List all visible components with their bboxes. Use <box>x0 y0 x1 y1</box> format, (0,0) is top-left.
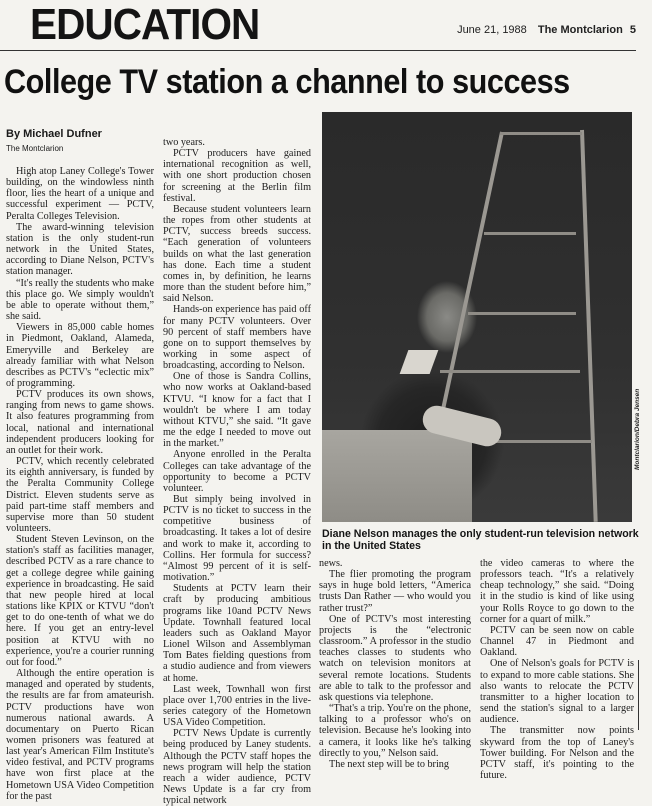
article-paragraph: Last week, Townhall won first place over 1,700 entries in the live-series category of the Hometown USA Video Competition. <box>163 683 311 729</box>
article-column-4 <box>480 558 634 781</box>
masthead <box>0 0 652 52</box>
article-paragraph: Students at PCTV learn their craft by producing ambitious programs like 10and PCTV News Update. Townhall featured local leaders such as Oakland Mayor Lionel Wilson and Assemblyman Tom Bates fielding questions from a studio audience and from viewers at home. <box>163 583 311 684</box>
desk <box>322 430 472 522</box>
paper-name: The Montclarion <box>537 24 623 36</box>
issue-info <box>457 24 636 36</box>
ladder-rung <box>500 132 582 135</box>
ladder-rung <box>440 370 580 373</box>
article-paragraph: PCTV can be seen now on cable Channel 47 in Piedmont and Oakland. <box>480 624 634 659</box>
article-column-2 <box>163 137 311 806</box>
masthead-rule <box>0 50 636 51</box>
article-paragraph: PCTV produces its own shows, ranging from news to game shows. It also features programming from local, national and international independent producers looking for an outlet for their work. <box>6 389 154 456</box>
article-column-3 <box>319 558 471 770</box>
article-paragraph: High atop Laney College's Tower building, on the windowless ninth floor, lies the heart of a unique and successful experiment — PCTV, Peralta Colleges Television. <box>6 166 154 222</box>
article-paragraph: news. <box>319 558 343 569</box>
photo-caption: Diane Nelson manages the only student-run television network in the United States <box>322 528 639 552</box>
ladder-rung <box>468 312 576 315</box>
ladder-rung <box>484 232 576 235</box>
article-paragraph: The flier promoting the program says in huge bold letters, “America trusts Dan Rather — who would you rather trust?” <box>319 569 471 614</box>
page-number: 5 <box>629 24 636 36</box>
ladder-rail-right <box>580 130 598 522</box>
headline: College TV station a channel to success <box>4 63 570 101</box>
collar <box>400 350 439 374</box>
article-paragraph: But simply being involved in PCTV is no ticket to success in the competitive business of broadcasting. It takes a lot of desire and work to make it, according to Collins. Her formula for success? “Almost 99 percent of it is self-motivation.” <box>163 494 311 584</box>
article-paragraph: The transmitter now points skyward from the top of Laney's Tower building. For Nelson and the PCTV staff, it's pointing to the future. <box>480 725 634 781</box>
column-divider <box>638 660 639 730</box>
article-column-1 <box>6 166 154 802</box>
article-paragraph: The next step will be to bring <box>329 758 449 770</box>
article-paragraph: One of Nelson's goals for PCTV is to expand to more cable stations. She also wants to relocate the PCTV transmitter to a higher location to send the station's signal to a larger audience. <box>480 658 634 726</box>
byline <box>6 128 102 153</box>
article-paragraph: The award-winning television station is the only student-run network in the United States, according to Diane Nelson, PCTV's station manager. <box>6 221 154 278</box>
article-paragraph: Because student volunteers learn the ropes from other students at PCTV, success breeds success. “Each generation of volunteers builds on what the last generation has done. Each time a student comes in, by definition, he learns more than the student before him,” said Nelson. <box>163 203 311 305</box>
article-paragraph: Although the entire operation is managed and operated by students, the results are far from amateurish. PCTV productions have won numerous national awards. A documentary on Puerto Rican women prisoners was featured at last year's American Film Institute's video festival, and PCTV programs have won first place at the Hometown USA Video Competition for the past <box>6 668 154 802</box>
article-paragraph: PCTV News Update is currently being produced by Laney students. Although the PCTV staff hopes the news program will help the station reach a wider audience, PCTV News Update is a far cry from typical network <box>163 728 311 806</box>
article-paragraph: Anyone enrolled in the Peralta Colleges can take advantage of the opportunity to become a PCTV volunteer. <box>163 449 311 494</box>
article-paragraph: two years. <box>163 137 205 148</box>
article-paragraph: “That's a trip. You're on the phone, talking to a professor who's on television. Because he's looking into a camera, it looks like he's talking directly to you,” Nelson said. <box>319 703 471 759</box>
article-paragraph: Hands-on experience has paid off for many PCTV volunteers. Over 90 percent of staff members have gone on to support themselves by working in some aspect of broadcasting, according to Nelson. <box>163 304 311 372</box>
article-paragraph: PCTV producers have gained international recognition as well, with one short production chosen for screening at the Berlin film festival. <box>163 148 311 204</box>
section-title: EDUCATION <box>30 0 260 49</box>
article-paragraph: PCTV, which recently celebrated its eighth anniversary, is funded by the Peralta Community College District. Eleven students serve as paid part-time staff members and supervise more than 50 student volunteers. <box>6 456 154 534</box>
byline-outlet: The Montclarion <box>6 144 64 153</box>
article-paragraph: the video cameras to where the professors teach. “It's a relatively cheap technology,” she said. “Doing it in the studio is kind of like using your Rolls Royce to go down to the corner for a quart of milk.” <box>480 558 634 625</box>
photo-credit: Montclarion/Debra Jensen <box>634 388 641 470</box>
issue-date: June 21, 1988 <box>457 24 527 36</box>
article-paragraph: One of PCTV's most interesting projects is the “electronic classroom.” A professor in the studio teaches classes to students who watch on television monitors at several remote locations. Students are able to talk to the professor and ask questions via telephone. <box>319 613 471 703</box>
article-paragraph: One of those is Sandra Collins, who now works at Oakland-based KTVU. “I know for a fact that I wouldn't be where I am today without KTVU,” she said. “It gave me the edge I needed to move out in the market.” <box>163 371 311 450</box>
article-photo <box>322 112 632 522</box>
article-paragraph: “It's really the students who make this place go. We simply wouldn't be able to operate without them,” she said. <box>6 277 154 323</box>
article-paragraph: Viewers in 85,000 cable homes in Piedmont, Oakland, Alameda, Emeryville and Berkeley are already familiar with what Nelson describes as PCTV's “eclectic mix” of programming. <box>6 322 154 389</box>
article-paragraph: Student Steven Levinson, on the station's staff as facilities manager, described PCTV as a rare chance to get a college degree while gaining experience in broadcasting. He said that new people hired at local stations like KPIX or KTVU “don't get to do one-tenth of what we do here. If you get an entry-level position at KTVU with no experience, you're a courier running out for food.” <box>6 534 154 668</box>
byline-author: By Michael Dufner <box>6 128 102 140</box>
